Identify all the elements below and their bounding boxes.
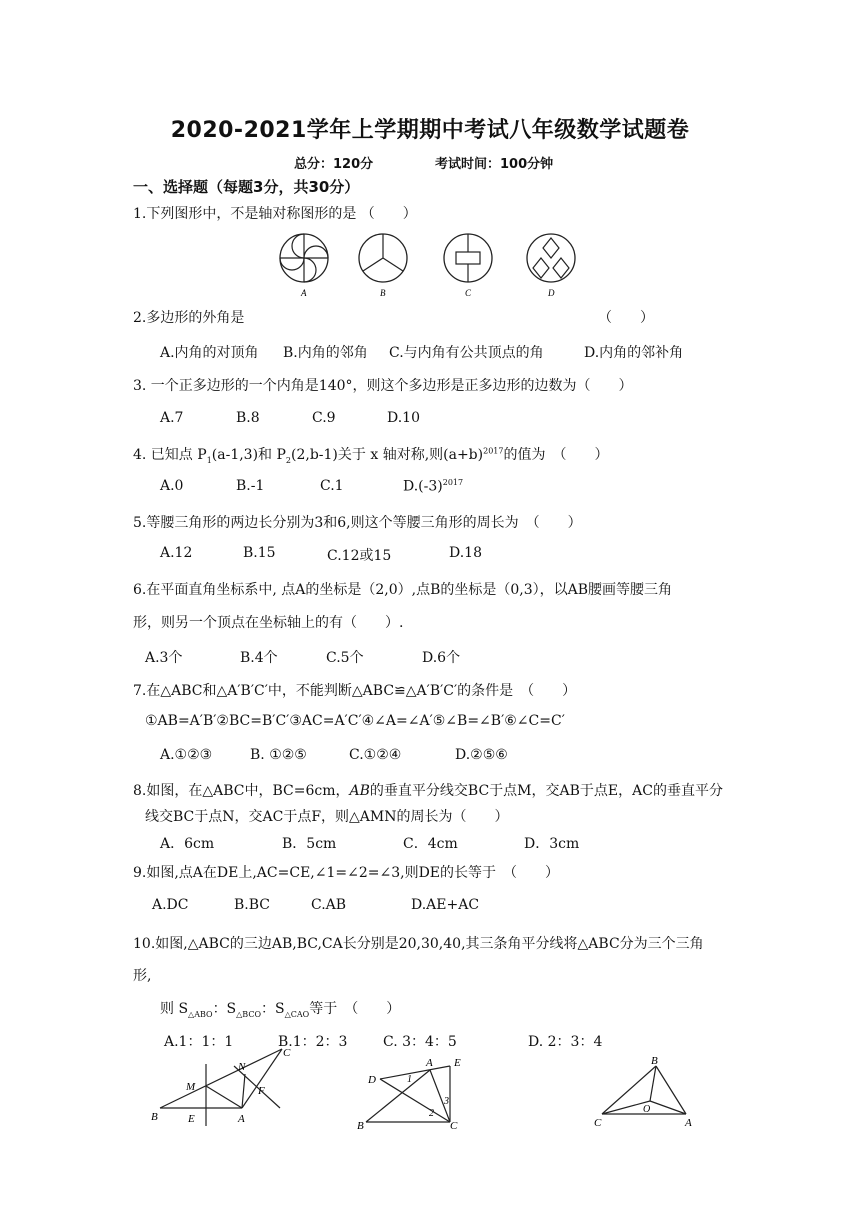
q1-label-b: B <box>380 288 386 298</box>
q6-option-a: A.3个 <box>145 650 183 666</box>
q10-figure <box>588 1054 700 1132</box>
q2-option-b: B.内角的邻角 <box>283 345 368 361</box>
exam-time: 考试时间：100分钟 <box>435 157 554 172</box>
question-3: 3. 一个正多边形的一个内角是140°，则这个多边形是正多边形的边数为（ ） <box>133 378 633 394</box>
q1-label-a: A <box>301 288 307 298</box>
question-7: 7.在△ABC和△A′B′C′中，不能判断△ABC≌△A′B′C′的条件是 （ ） <box>133 683 577 699</box>
q8-label-m: M <box>186 1081 196 1093</box>
q8-label-n: N <box>238 1061 246 1073</box>
q9-label-d: D <box>368 1074 376 1086</box>
q1-figure-a <box>280 234 328 282</box>
q3-option-c: C.9 <box>312 410 336 426</box>
q10-ratio: 则 $S_{\triangle ABO}$：$S_{\triangle BCO}$：$S_{\triangle CAO}$等于 （ ） <box>160 1001 401 1019</box>
q2-option-c: C.与内角有公共顶点的角 <box>389 345 544 361</box>
q5-option-b: B.15 <box>243 545 276 561</box>
question-10-line-1: 10.如图,△ABC的三边AB,BC,CA长分别是20,30,40,其三条角平分线将△ABC分为三个三角 <box>133 936 704 952</box>
q6-option-b: B.4个 <box>240 650 278 666</box>
exam-title: 2020-2021学年上学期期中考试八年级数学试题卷 <box>170 118 690 143</box>
q8-label-e: E <box>188 1113 195 1125</box>
q8-label-f: F <box>258 1085 265 1097</box>
question-10-line-2: 形, <box>133 968 152 984</box>
q10-label-a: A <box>685 1117 692 1129</box>
q8-label-a: A <box>238 1113 245 1125</box>
q10-label-b: B <box>651 1055 658 1067</box>
q8-option-c: C．4cm <box>403 836 458 852</box>
q1-figure-d <box>527 234 575 282</box>
q1-figure-c <box>444 234 492 282</box>
q7-option-d: D.②⑤⑥ <box>455 747 508 763</box>
q4-option-c: C.1 <box>320 478 344 494</box>
q7-option-c: C.①②④ <box>349 747 402 763</box>
q10-label-c: C <box>594 1117 602 1129</box>
question-5: 5.等腰三角形的两边长分别为3和6,则这个等腰三角形的周长为 （ ） <box>133 515 582 531</box>
q8-label-b: B <box>151 1111 158 1123</box>
q8-option-a: A．6cm <box>160 836 215 852</box>
q3-option-d: D.10 <box>387 410 420 426</box>
q10-option-a: A.1：1：1 <box>164 1034 234 1050</box>
q1-label-d: D <box>548 288 555 298</box>
question-1: 1.下列图形中，不是轴对称图形的是 （ ） <box>133 206 417 222</box>
q9-label-b: B <box>357 1120 364 1132</box>
question-6-line-2: 形，则另一个顶点在坐标轴上的有（ ）. <box>133 615 404 631</box>
question-8-line-1: 8.如图，在△ABC中，BC=6cm，AB的垂直平分线交BC于点M，交AB于点E，AC的垂直平分 <box>133 783 723 799</box>
q10-label-o: O <box>643 1104 651 1115</box>
q10-option-d: D. 2：3：4 <box>528 1034 603 1050</box>
total-score: 总分：120分 <box>294 157 374 172</box>
q1-figure-b <box>359 234 407 282</box>
q9-option-d: D.AE+AC <box>411 897 480 913</box>
q6-option-c: C.5个 <box>326 650 364 666</box>
q9-label-2: 2 <box>429 1108 434 1119</box>
q1-label-c: C <box>465 288 472 298</box>
question-6-line-1: 6.在平面直角坐标系中, 点A的坐标是（2,0）,点B的坐标是（0,3），以AB腰画等腰三角 <box>133 582 673 598</box>
q3-option-b: B.8 <box>236 410 260 426</box>
q9-figure <box>352 1052 482 1134</box>
q4-option-b: B.-1 <box>236 478 265 494</box>
q2-option-d: D.内角的邻补角 <box>584 345 684 361</box>
q2-option-a: A.内角的对顶角 <box>160 345 259 361</box>
q9-label-3: 3 <box>444 1096 449 1107</box>
q7-option-a: A.①②③ <box>160 747 213 763</box>
question-4: 4. 已知点 $P_1(a-1,3)$和 $P_2(2,b-1)$关于 x 轴对称,则$(a+b)^{2017}$的值为 （ ） <box>133 446 609 465</box>
q4-option-d: $D.(-3)^{2017}$ <box>403 478 464 495</box>
q9-option-b: B.BC <box>234 897 270 913</box>
q9-option-c: C.AB <box>311 897 347 913</box>
question-9: 9.如图,点A在DE上,AC=CE,∠1=∠2=∠3,则DE的长等于 （ ） <box>133 865 560 881</box>
question-2: 2.多边形的外角是 <box>133 310 245 326</box>
q5-option-c: C.12或15 <box>327 548 392 564</box>
q8-option-d: D．3cm <box>524 836 580 852</box>
q6-option-d: D.6个 <box>422 650 461 666</box>
q9-label-a: A <box>426 1057 433 1069</box>
q9-label-1: 1 <box>407 1074 412 1085</box>
q10-option-b: B.1：2：3 <box>278 1034 348 1050</box>
q5-option-d: D.18 <box>449 545 482 561</box>
q9-option-a: A.DC <box>152 897 189 913</box>
q7-option-b: B. ①②⑤ <box>250 747 307 763</box>
q9-label-e: E <box>454 1057 461 1069</box>
q4-option-a: A.0 <box>160 478 184 494</box>
q8-figure <box>148 1044 308 1130</box>
question-8-line-2: 线交BC于点N，交AC于点F，则△AMN的周长为（ ） <box>145 809 509 825</box>
q5-option-a: A.12 <box>160 545 193 561</box>
q1-figures <box>272 228 592 300</box>
q8-label-c: C <box>283 1047 291 1059</box>
question-2-paren: （ ） <box>598 310 654 326</box>
q10-option-c: C. 3：4：5 <box>383 1034 457 1050</box>
q7-conditions: ①AB=A′B′②BC=B′C′③AC=A′C′④∠A=∠A′⑤∠B=∠B′⑥∠C=C′ <box>145 713 565 729</box>
q3-option-a: A.7 <box>160 410 184 426</box>
q9-label-c: C <box>450 1120 458 1132</box>
section-heading: 一、选择题（每题3分，共30分） <box>133 178 360 196</box>
q8-option-b: B．5cm <box>282 836 337 852</box>
